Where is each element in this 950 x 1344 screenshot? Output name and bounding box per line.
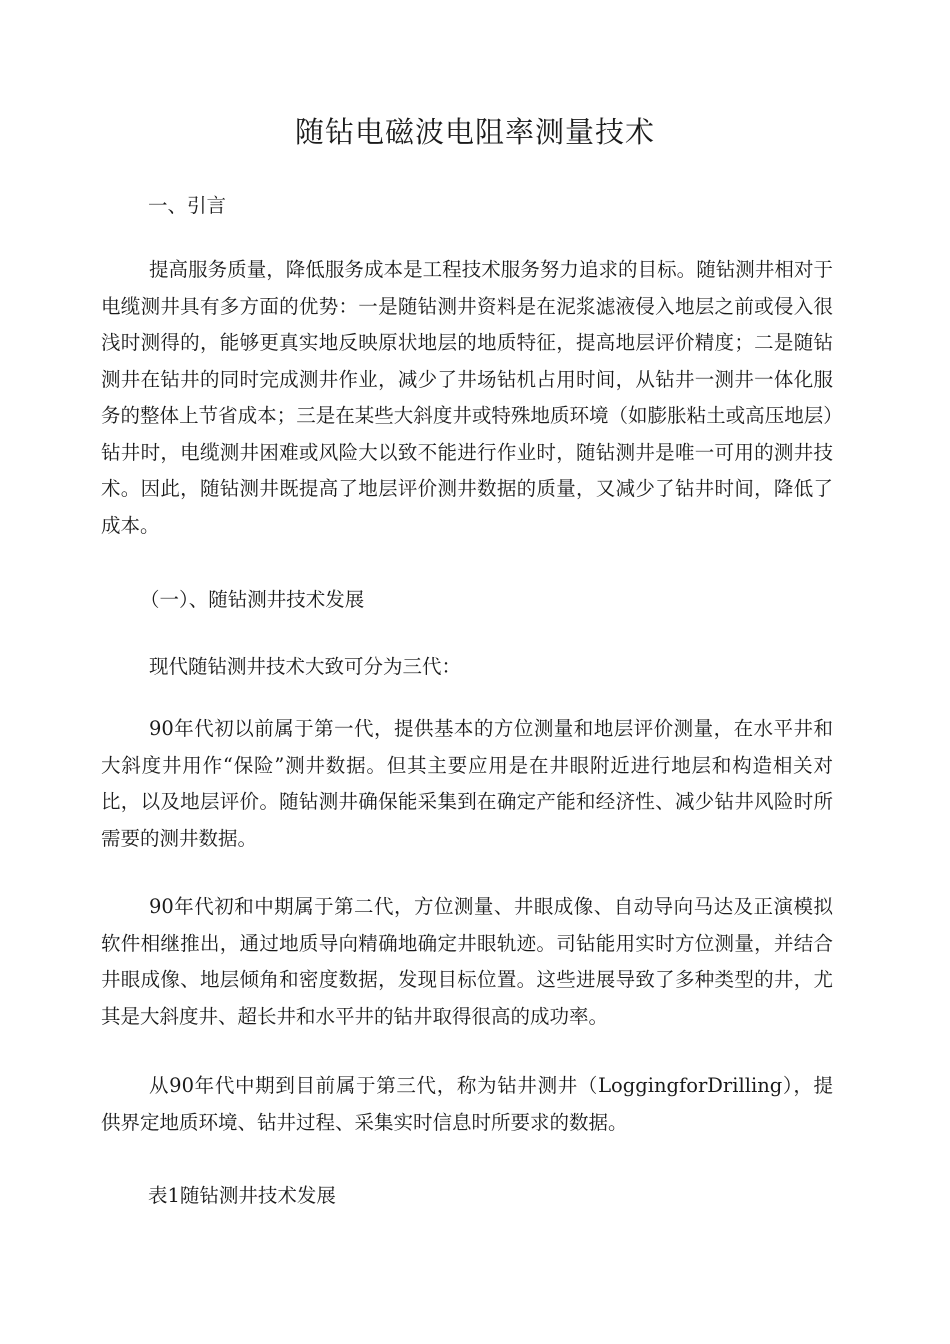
paragraph-three-generations: 现代随钻测井技术大致可分为三代： bbox=[149, 655, 462, 678]
table-caption: 表1随钻测井技术发展 bbox=[148, 1184, 336, 1207]
document-title: 随钻电磁波电阻率测量技术 bbox=[294, 115, 655, 149]
paragraph-first-generation: 90年代初以前属于第一代，提供基本的方位测量和地层评价测量，在水平井和大斜度井用作“保险”测井数据。但其主要应用是在井眼附近进行地层和构造相关对比，以及地层评价。随钻测井确保能采集到在确定产能和经济性、减少钻井风险时所需要的测井数据。 bbox=[101, 717, 833, 850]
paragraph-advantages: 提高服务质量，降低服务成本是工程技术服务努力追求的目标。随钻测井相对于电缆测井具有多方面的优势：一是随钻测井资料是在泥浆滤液侵入地层之前或侵入很浅时测得的，能够更真实地反映原状地层的地质特征，提高地层评价精度；二是随钻测井在钻井的同时完成测井作业，减少了井场钻机占用时间，从钻井一测井一体化服务的整体上节省成本；三是在某些大斜度井或特殊地质环境（如膨胀粘土或高压地层）钻井时，电缆测井困难或风险大以致不能进行作业时，随钻测井是唯一可用的测井技术。因此，随钻测井既提高了地层评价测井数据的质量，又减少了钻井时间，降低了成本。 bbox=[101, 258, 833, 537]
subsection-heading-development: （一）、随钻测井技术发展 bbox=[140, 588, 365, 611]
section-heading-introduction: 一、引言 bbox=[148, 194, 227, 217]
paragraph-third-generation: 从90年代中期到目前属于第三代，称为钻井测井（LoggingforDrilling），提供界定地质环境、钻井过程、采集实时信息时所要求的数据。 bbox=[101, 1074, 833, 1134]
paragraph-second-generation: 90年代初和中期属于第二代，方位测量、井眼成像、自动导向马达及正演模拟软件相继推出，通过地质导向精确地确定井眼轨迹。司钻能用实时方位测量，并结合井眼成像、地层倾角和密度数据，发现目标位置。这些进展导致了多种类型的井，尤其是大斜度井、超长井和水平井的钻井取得很高的成功率。 bbox=[101, 895, 833, 1028]
